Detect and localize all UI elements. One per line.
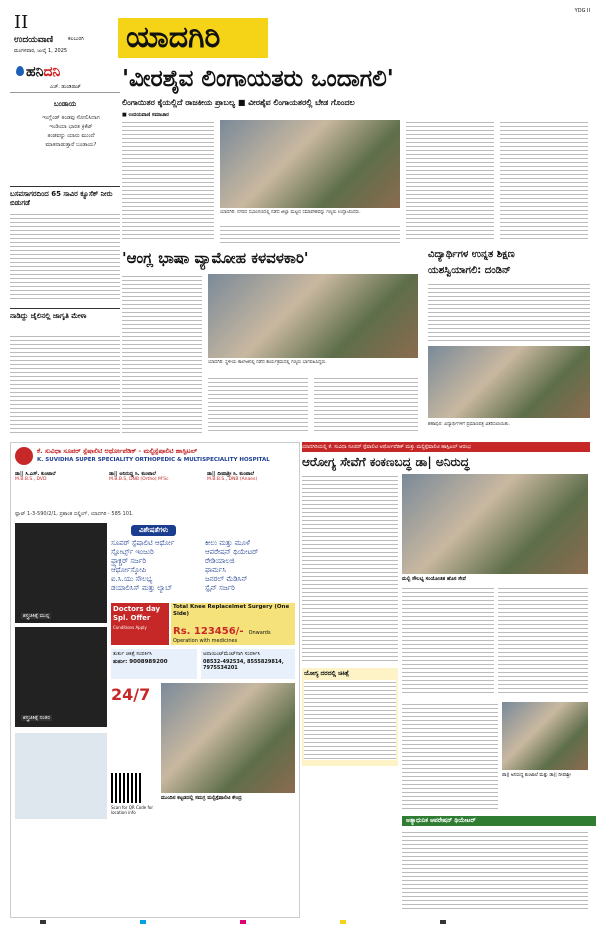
feature-col-1 bbox=[302, 474, 398, 664]
emergency-box bbox=[111, 649, 197, 679]
offer-badge bbox=[111, 603, 169, 645]
doctor-1-degree: M.B.B.S., DVD bbox=[15, 477, 47, 482]
masthead bbox=[0, 0, 600, 62]
service-item: ರೇಡಿಯಾಲಜಿ bbox=[205, 557, 235, 565]
doctor-3 bbox=[207, 471, 297, 482]
main-photo bbox=[220, 120, 400, 208]
students-caption: ಶಹಾಪುರ: ವಿದ್ಯಾರ್ಥಿಗಳಿಗೆ ಪ್ರಮಾಣಪತ್ರ ವಿತರಿಸಲಾಯಿತು. bbox=[428, 422, 511, 427]
hani-dani-box bbox=[10, 64, 120, 184]
service-item: ಆರ್ಥೋಸ್ಕೋಪಿ bbox=[111, 566, 147, 574]
brief-top-rule bbox=[10, 186, 120, 187]
main-photo-caption: ಯಾದಗಿರಿ: ನಗರದ ಸಭಾಂಗಣದಲ್ಲಿ ನಡೆದ ಜಿಲ್ಲಾ ಮಟ್ಟದ ಸಮಾವೇಶವನ್ನು ಗಣ್ಯರು ಉದ್ಘಾಟಿಸಿದರು. bbox=[220, 210, 361, 215]
english-photo bbox=[208, 274, 418, 358]
tkr-title: Total Knee Replacelmet Surgery (One Side) bbox=[173, 604, 290, 617]
after-label: ಶಸ್ತ್ರಚಿಕಿತ್ಸೆ ನಂತರ bbox=[23, 715, 50, 721]
hani-divider bbox=[10, 92, 120, 93]
reg-mark bbox=[440, 920, 446, 924]
english-col-3 bbox=[314, 376, 418, 434]
service-item: ಸೂಪರ್ ಸ್ಪೆಷಾಲಿಟಿ ಆರ್ಥೋ bbox=[111, 539, 175, 547]
xray-before bbox=[15, 523, 107, 623]
hani-title bbox=[26, 64, 60, 80]
xray-after bbox=[15, 627, 107, 727]
brief-dam bbox=[10, 186, 120, 306]
hospital-name-en: K. SUVIDHA SUPER SPECIALITY ORTHOPEDIC & MULTISPECIALITY HOSPITAL bbox=[37, 457, 270, 463]
feature-col-2 bbox=[402, 586, 494, 696]
services-left bbox=[111, 539, 201, 593]
service-item: ಐ.ಸಿ.ಯು ಸೌಲಭ್ಯ bbox=[111, 575, 153, 583]
hani-drop-icon bbox=[16, 66, 24, 76]
main-headline: 'ವೀರಶೈವ ಲಿಂಗಾಯತರು ಒಂದಾಗಲಿ' bbox=[122, 66, 394, 92]
main-story bbox=[122, 64, 590, 244]
main-subhead: ಲಿಂಗಾಯಿತರ ಕೈಯಲ್ಲಿದೆ ರಾಜಕೀಯ ಪ್ರಾಬಲ್ಯ ■ ವೀರಶೈವ ಲಿಂಗಾಯತರಲ್ಲಿ ಬೇಡ ಗೊಂದಲ bbox=[122, 98, 355, 107]
tkr-box bbox=[171, 603, 295, 645]
english-col-1 bbox=[122, 274, 202, 434]
feature-col-4 bbox=[402, 702, 498, 812]
offer-conditions: Conditions Apply bbox=[113, 625, 147, 630]
feature-col-5 bbox=[402, 830, 588, 910]
students-story bbox=[428, 248, 590, 438]
paper-name: ಉದಯವಾಣಿ bbox=[14, 35, 54, 45]
students-headline-1: ವಿದ್ಯಾರ್ಥಿಗಳ ಉನ್ನತ ಶಿಕ್ಷಣ bbox=[428, 249, 515, 260]
service-item: ಕೀಲು ಮತ್ತು ಮೂಳೆ bbox=[205, 539, 250, 547]
poem-title: ಬಂಡಾಯ bbox=[54, 100, 77, 108]
services-title: ವಿಶೇಷತೆಗಳು bbox=[131, 525, 176, 536]
english-caption: ಯಾದಗಿರಿ: ಸ್ಥಳೀಯ ಕಾಲೇಜಿನಲ್ಲಿ ನಡೆದ ಕಾರ್ಯಕ್ರಮದಲ್ಲಿ ಗಣ್ಯರು ಭಾಗವಹಿಸಿದ್ದರು. bbox=[208, 360, 327, 365]
services-right bbox=[205, 539, 295, 593]
ot-head: ಅತ್ಯಾಧುನಿಕ ಆಪರೇಷನ್ ಥಿಯೇಟರ್ bbox=[402, 816, 596, 826]
hospital-name-kn: ಕೆ. ಸುವಿಧಾ ಸೂಪರ್ ಸ್ಪೆಷಾಲಿಟಿ ಆರ್ಥೋಪೆಡಿಕ್ - ಮಲ್ಟಿಸ್ಪೆಷಾಲಿಟಿ ಹಾಸ್ಪಿಟಲ್ bbox=[37, 447, 198, 455]
feature-band: ಯಾದಗಿರಿಯಲ್ಲಿ ಕೆ. ಸುವಿಧಾ ಸೂಪರ್ ಸ್ಪೆಷಾಲಿಟಿ ಆರ್ಥೋಪೆಡಿಕ್ ಮತ್ತು ಮಲ್ಟಿಸ್ಪೆಷಾಲಿಟಿ ಹಾಸ್ಪಿಟಲ್ ಆರಂಭ bbox=[302, 442, 590, 452]
service-item: ಫಾರ್ಮಸಿ bbox=[205, 566, 226, 574]
brief-dam-headline: ಬಸವಸಾಗರದಿಂದ 65 ಸಾವಿರ ಕ್ಯೂಸೆಕ್ ನೀರು ಬಿಡುಗಡೆ bbox=[10, 190, 113, 207]
doctor-2-name: ಡಾ|| ಅನಿರುದ್ಧ ಸಿ. ಕುಂಟಾಲೆ bbox=[109, 471, 156, 477]
before-label: ಶಸ್ತ್ರಚಿಕಿತ್ಸೆ ಮುನ್ನ bbox=[23, 613, 50, 619]
brief-jail-rule bbox=[10, 308, 120, 309]
reg-mark bbox=[240, 920, 246, 924]
students-headline-2: ಯಶಸ್ವಿಯಾಗಲಿ: ದಂಡಿನ್ bbox=[428, 265, 511, 276]
main-col-3 bbox=[220, 224, 400, 244]
reg-mark bbox=[140, 920, 146, 924]
hani-author: ಎಚ್. ಡುಂಡಿರಾಜ್ bbox=[50, 84, 81, 90]
hospital-building-photo bbox=[161, 683, 295, 793]
feature-headline: ಆರೋಗ್ಯ ಸೇವೆಗೆ ಕಂಕಣಬದ್ಧ ಡಾ| ಅನಿರುದ್ಧ bbox=[302, 455, 470, 469]
brief-dam-body bbox=[10, 212, 120, 302]
service-item: ಸ್ಪೋರ್ಟ್ಸ್ ಇಂಜುರಿ bbox=[111, 548, 154, 556]
doctor-3-name: ಡಾ|| ದೀಪಾಶ್ರೀ ಸಿ. ಕುಂಟಾಲೆ bbox=[207, 471, 254, 477]
doctor-3-degree: M.B.B.S., DNB (Anaes) bbox=[207, 477, 258, 482]
main-col-1 bbox=[122, 120, 214, 240]
main-byline: ■ ಉದಯವಾಣಿ ಸಮಾಚಾರ bbox=[122, 112, 169, 118]
doctor-2 bbox=[109, 471, 204, 482]
poem-text: ಇಂಗ್ಲೆಂಡ್ ತಂಡವು ಸೋಲಿಸಿದಾಗ ಇಂಡಿಯಾ ಭಾರತ ಕ್ರಿಕೆಟ್ ತಂಡವನ್ನು ಯಾರು ಮುಂದೆ ಮಾತನಾಡುತ್ತಾರೆ ಬಂಡಾಯ? bbox=[42, 115, 100, 148]
tkr-onwards: Onwards bbox=[248, 630, 271, 636]
tkr-price: Rs. 123456/- bbox=[173, 626, 244, 637]
main-col-4 bbox=[406, 120, 494, 240]
service-item: ಜನರಲ್ ಮೆಡಿಸಿನ್ bbox=[205, 575, 248, 583]
english-col-2 bbox=[208, 376, 308, 434]
emergency-label: ತುರ್ತು ಚಿಕಿತ್ಸೆ ಸಂಪರ್ಕಿಸಿ bbox=[113, 651, 152, 657]
facade-caption: ಮಲ್ಟಿ ಸೌಲಭ್ಯ ಸಂಯೋಜಿತ ಹೊಸ ಸೇವೆ bbox=[402, 576, 466, 582]
facade-photo bbox=[402, 474, 588, 574]
reg-mark bbox=[40, 920, 46, 924]
edition-tag: ಕಲಬುರಗಿ bbox=[68, 36, 84, 42]
hospital-logo-icon bbox=[15, 447, 33, 465]
district-title: ಯಾದಗಿರಿ bbox=[126, 20, 221, 55]
page-code: YDG II bbox=[574, 8, 590, 14]
appointment-box bbox=[201, 649, 295, 679]
affordable-box bbox=[302, 668, 398, 766]
front-caption: ಮುಂದಿನ ಕಟ್ಟಡದಲ್ಲಿ ಸಮಗ್ರ ಮಲ್ಟಿಸ್ಪೆಷಾಲಿಟಿ ಕೇಂದ್ರ bbox=[161, 795, 242, 801]
affordable-body bbox=[304, 680, 396, 760]
brief-jail bbox=[10, 308, 120, 438]
offer-title: Doctors day Spl. Offer bbox=[113, 605, 161, 622]
emergency-phone[interactable]: ತುರ್ತು: 9008989200 bbox=[113, 659, 168, 665]
appt-label: ಅಪಾಯಿಂಟ್‌ಮೆಂಟ್‌ಗಾಗಿ ಸಂಪರ್ಕಿಸಿ bbox=[203, 651, 261, 657]
service-item: ಫ್ರ್ಯಾಕ್ಚರ್ ಸರ್ಜರಿ bbox=[111, 557, 147, 565]
feature-col-3 bbox=[498, 586, 588, 696]
hani-title-a: ಹನಿ bbox=[26, 64, 44, 80]
students-body bbox=[428, 282, 590, 342]
brief-jail-headline: ನಾಡಿದ್ದು ಜೈಲಿನಲ್ಲಿ ಜಾಗೃತಿ ಮೇಳಾ bbox=[10, 312, 87, 320]
ad-hospital bbox=[10, 442, 300, 918]
doctor-2-degree: M.B.B.S, DNB (Ortho) M'Sc bbox=[109, 477, 169, 482]
hours-badge: 24/7 bbox=[111, 685, 151, 704]
brief-jail-body bbox=[10, 334, 120, 434]
service-item: ಡಯಾಲಿಸಿಸ್ ಮತ್ತು ಲ್ಯಾಬ್ bbox=[111, 584, 173, 592]
english-headline: 'ಆಂಗ್ಲ ಭಾಷಾ ವ್ಯಾಮೋಹ ಕಳವಳಕಾರಿ' bbox=[122, 249, 309, 267]
reg-mark bbox=[340, 920, 346, 924]
english-story bbox=[122, 248, 422, 438]
registration-bar bbox=[0, 918, 600, 926]
doctors-photo bbox=[502, 702, 588, 770]
service-item: ಆಪರೇಷನ್ ಥಿಯೇಟರ್ bbox=[205, 548, 259, 556]
page-number: II bbox=[14, 12, 29, 33]
hospital-address: ಪ್ಲಾಟ್ 1-3-590/2/1, ಪ್ರಶಾಂತ ಬಿಲ್ಡಿಂಗ್, ಯಾದಗಿರಿ - 585 101. bbox=[15, 511, 134, 517]
doctor-portrait bbox=[15, 733, 107, 819]
issue-date: ಮಂಗಳವಾರ, ಜುಲೈ 1, 2025 bbox=[14, 48, 68, 54]
appt-phone[interactable]: 08532-492534, 8555829814, 7975534201 bbox=[203, 659, 284, 671]
tkr-sub: Operation with medicines bbox=[173, 638, 238, 644]
main-col-5 bbox=[500, 120, 588, 240]
qr-code[interactable] bbox=[111, 773, 141, 803]
service-item: ಸ್ಪೈನ್ ಸರ್ಜರಿ bbox=[205, 584, 235, 592]
students-photo bbox=[428, 346, 590, 418]
affordable-head: ಯೋಗ್ಯ ದರದಲ್ಲಿ ಚಿಕಿತ್ಸೆ bbox=[304, 670, 349, 677]
qr-text: Scan for QR Code for location info bbox=[111, 805, 153, 815]
ad-feature bbox=[302, 442, 590, 916]
doctor-1-name: ಡಾ|| ಸಿ.ಎಸ್. ಕುಂಟಾಲೆ bbox=[15, 471, 56, 477]
doctors-caption: ಡಾ|| ಅನಿರುದ್ಧ ಕುಂಟಾಲೆ ಮತ್ತು ಡಾ|| ದೀಪಾಶ್ರೀ bbox=[502, 773, 571, 778]
doctor-1 bbox=[15, 471, 105, 482]
hani-title-b: ದನಿ bbox=[43, 64, 61, 80]
